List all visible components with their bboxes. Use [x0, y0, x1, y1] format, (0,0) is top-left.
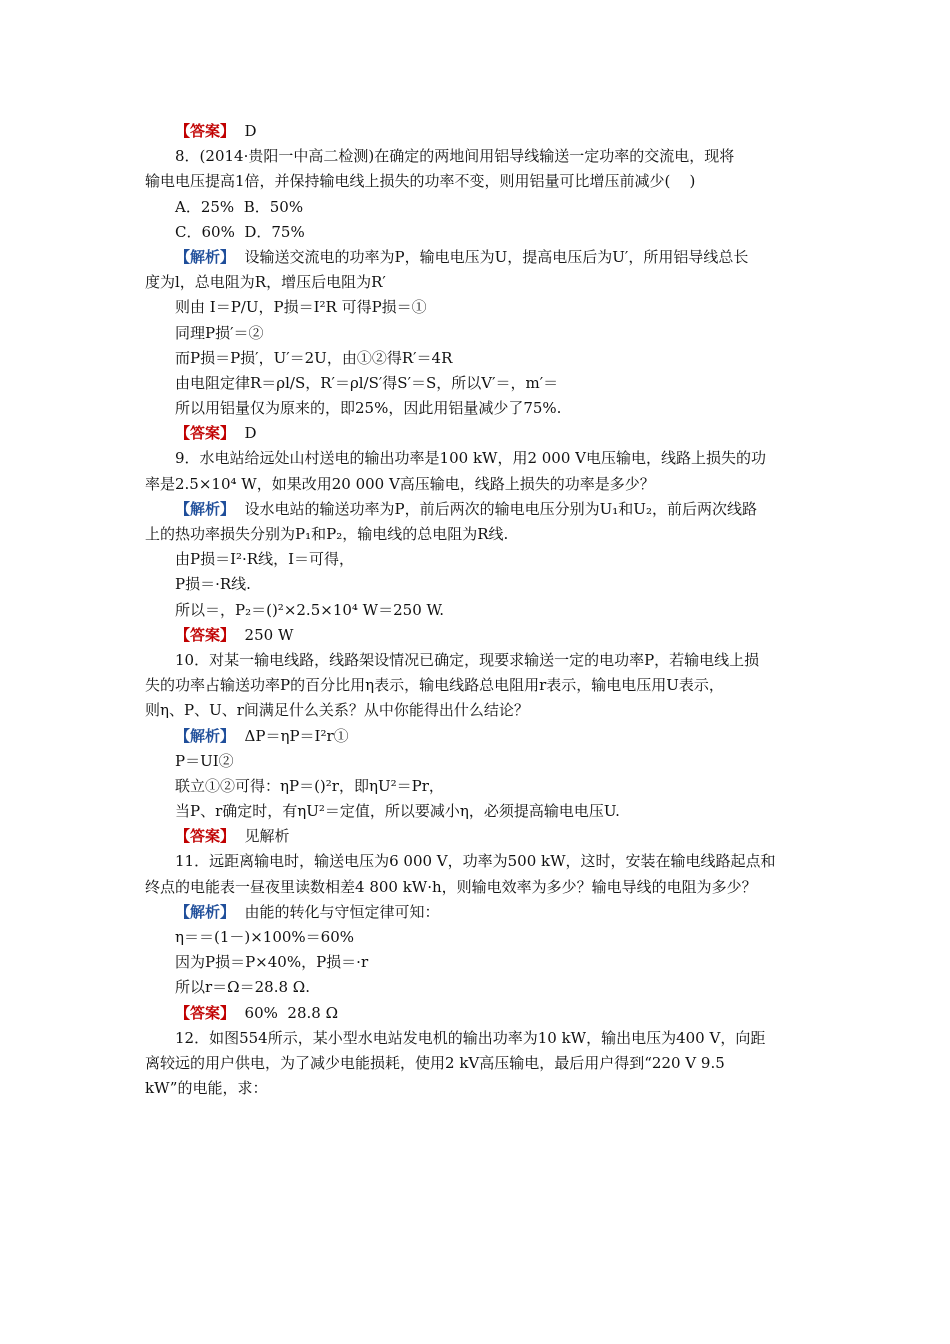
line-text: P＝UI②: [175, 751, 234, 770]
section-line: [145, 1001, 815, 1026]
line-text: ΔP＝ηP＝I²r①: [235, 726, 349, 745]
line-text: 60% 28.8 Ω: [235, 1003, 339, 1022]
text-line: [145, 446, 815, 471]
text-line: [145, 371, 815, 396]
analysis-label: 【解析】: [175, 726, 236, 745]
section-line: [145, 421, 815, 446]
section-line: [145, 245, 815, 270]
text-line: [145, 698, 815, 723]
line-text: 而P损＝P损′，U′＝2U，由①②得R′＝4R: [175, 348, 453, 367]
line-text: C．60% D．75%: [175, 222, 305, 241]
line-text: P损＝·R线.: [175, 575, 251, 594]
line-text: 因为P损＝P×40%，P损＝·r: [175, 953, 369, 972]
text-line: [145, 1051, 815, 1076]
text-line: [145, 975, 815, 1000]
text-line: [145, 925, 815, 950]
line-text: 度为l，总电阻为R，增压后电阻为R′: [145, 273, 386, 292]
text-line: [145, 849, 815, 874]
line-text: D: [235, 424, 257, 443]
line-text: 由电阻定律R＝ρl/S，R′＝ρl/S′得S′＝S，所以V′＝，m′＝: [175, 373, 559, 392]
text-line: [145, 346, 815, 371]
line-text: 设水电站的输送功率为P，前后两次的输电电压分别为U₁和U₂，前后两次线路: [235, 499, 757, 518]
text-line: [145, 749, 815, 774]
answer-label: 【答案】: [175, 827, 236, 846]
text-line: [145, 144, 815, 169]
text-line: [145, 572, 815, 597]
line-text: A．25% B．50%: [175, 197, 304, 216]
answer-label: 【答案】: [175, 122, 236, 140]
line-text: 所以＝，P₂＝()²×2.5×10⁴ W＝250 W.: [175, 600, 445, 619]
line-text: 上的热功率损失分别为P₁和P₂，输电线的总电阻为R线.: [145, 525, 509, 543]
text-line: [145, 799, 815, 824]
text-line: [145, 774, 815, 799]
line-text: 设输送交流电的功率为P，输电电压为U，提高电压后为U′，所用铝导线总长: [235, 247, 749, 266]
line-text: η＝＝(1－)×100%＝60%: [175, 928, 355, 946]
text-line: [145, 220, 815, 245]
text-line: [145, 522, 815, 547]
line-text: 输电电压提高1倍，并保持输电线上损失的功率不变，则用铝量可比增压前减少( ): [145, 172, 696, 191]
line-text: 所以r＝Ω＝28.8 Ω.: [175, 978, 310, 997]
analysis-label: 【解析】: [175, 902, 236, 921]
text-line: [145, 875, 815, 900]
line-text: 见解析: [235, 827, 290, 846]
line-text: kW”的电能，求：: [145, 1079, 268, 1098]
text-line: [145, 472, 815, 497]
text-line: [145, 321, 815, 346]
line-text: 9．水电站给远处山村送电的输出功率是100 kW，用2 000 V电压输电，线路上损失的功: [175, 449, 766, 468]
line-text: 所以用铝量仅为原来的，即25%，因此用铝量减少了75%.: [175, 399, 562, 418]
analysis-label: 【解析】: [175, 247, 236, 266]
section-line: [145, 724, 815, 749]
text-line: [145, 598, 815, 623]
text-line: [145, 547, 815, 572]
line-text: 由能的转化与守恒定律可知：: [235, 902, 440, 921]
line-text: 失的功率占输送功率P的百分比用η表示，输电线路总电阻用r表示，输电电压用U表示，: [145, 676, 724, 695]
line-text: 250 W: [235, 625, 294, 644]
line-text: 联立①②可得：ηP＝()²r，即ηU²＝Pr，: [175, 776, 444, 795]
line-text: D: [235, 122, 257, 140]
line-text: 当P、r确定时，有ηU²＝定值，所以要减小η，必须提高输电电压U.: [175, 802, 620, 821]
text-line: [145, 270, 815, 295]
section-line: [145, 497, 815, 522]
text-line: [145, 1076, 815, 1101]
section-line: [145, 824, 815, 849]
line-text: 同理P损′＝②: [175, 323, 264, 342]
text-line: [145, 1026, 815, 1051]
line-text: 率是2.5×10⁴ W，如果改用20 000 V高压输电，线路上损失的功率是多少？: [145, 474, 655, 493]
text-line: [145, 295, 815, 320]
line-text: 11．远距离输电时，输送电压为6 000 V，功率为500 kW，这时，安装在输电线路起点和: [175, 852, 776, 871]
line-text: 由P损＝I²·R线，I＝可得，: [175, 550, 355, 569]
section-line: [145, 119, 815, 144]
answer-label: 【答案】: [175, 625, 236, 644]
text-line: [145, 195, 815, 220]
line-text: 则η、P、U、r间满足什么关系？从中你能得出什么结论？: [145, 701, 529, 720]
line-text: 则由 I＝P/U，P损＝I²R 可得P损＝①: [175, 298, 427, 317]
answer-label: 【答案】: [175, 1003, 236, 1022]
text-line: [145, 396, 815, 421]
text-line: [145, 673, 815, 698]
line-text: 终点的电能表一昼夜里读数相差4 800 kW·h，则输电效率为多少？输电导线的电阻为多少？: [145, 877, 757, 896]
line-text: 8．(2014·贵阳一中高二检测)在确定的两地间用铝导线输送一定功率的交流电，现将: [175, 147, 735, 166]
analysis-label: 【解析】: [175, 499, 236, 518]
document-body: [145, 119, 815, 1101]
line-text: 12．如图554所示，某小型水电站发电机的输出功率为10 kW，输出电压为400 V，向距: [175, 1028, 766, 1047]
line-text: 10．对某一输电线路，线路架设情况已确定，现要求输送一定的电功率P，若输电线上损: [175, 650, 760, 669]
text-line: [145, 950, 815, 975]
text-line: [145, 169, 815, 194]
line-text: 离较远的用户供电，为了减少电能损耗，使用2 kV高压输电，最后用户得到“220 V 9.5: [145, 1053, 725, 1072]
text-line: [145, 648, 815, 673]
section-line: [145, 900, 815, 925]
answer-label: 【答案】: [175, 424, 236, 443]
section-line: [145, 623, 815, 648]
